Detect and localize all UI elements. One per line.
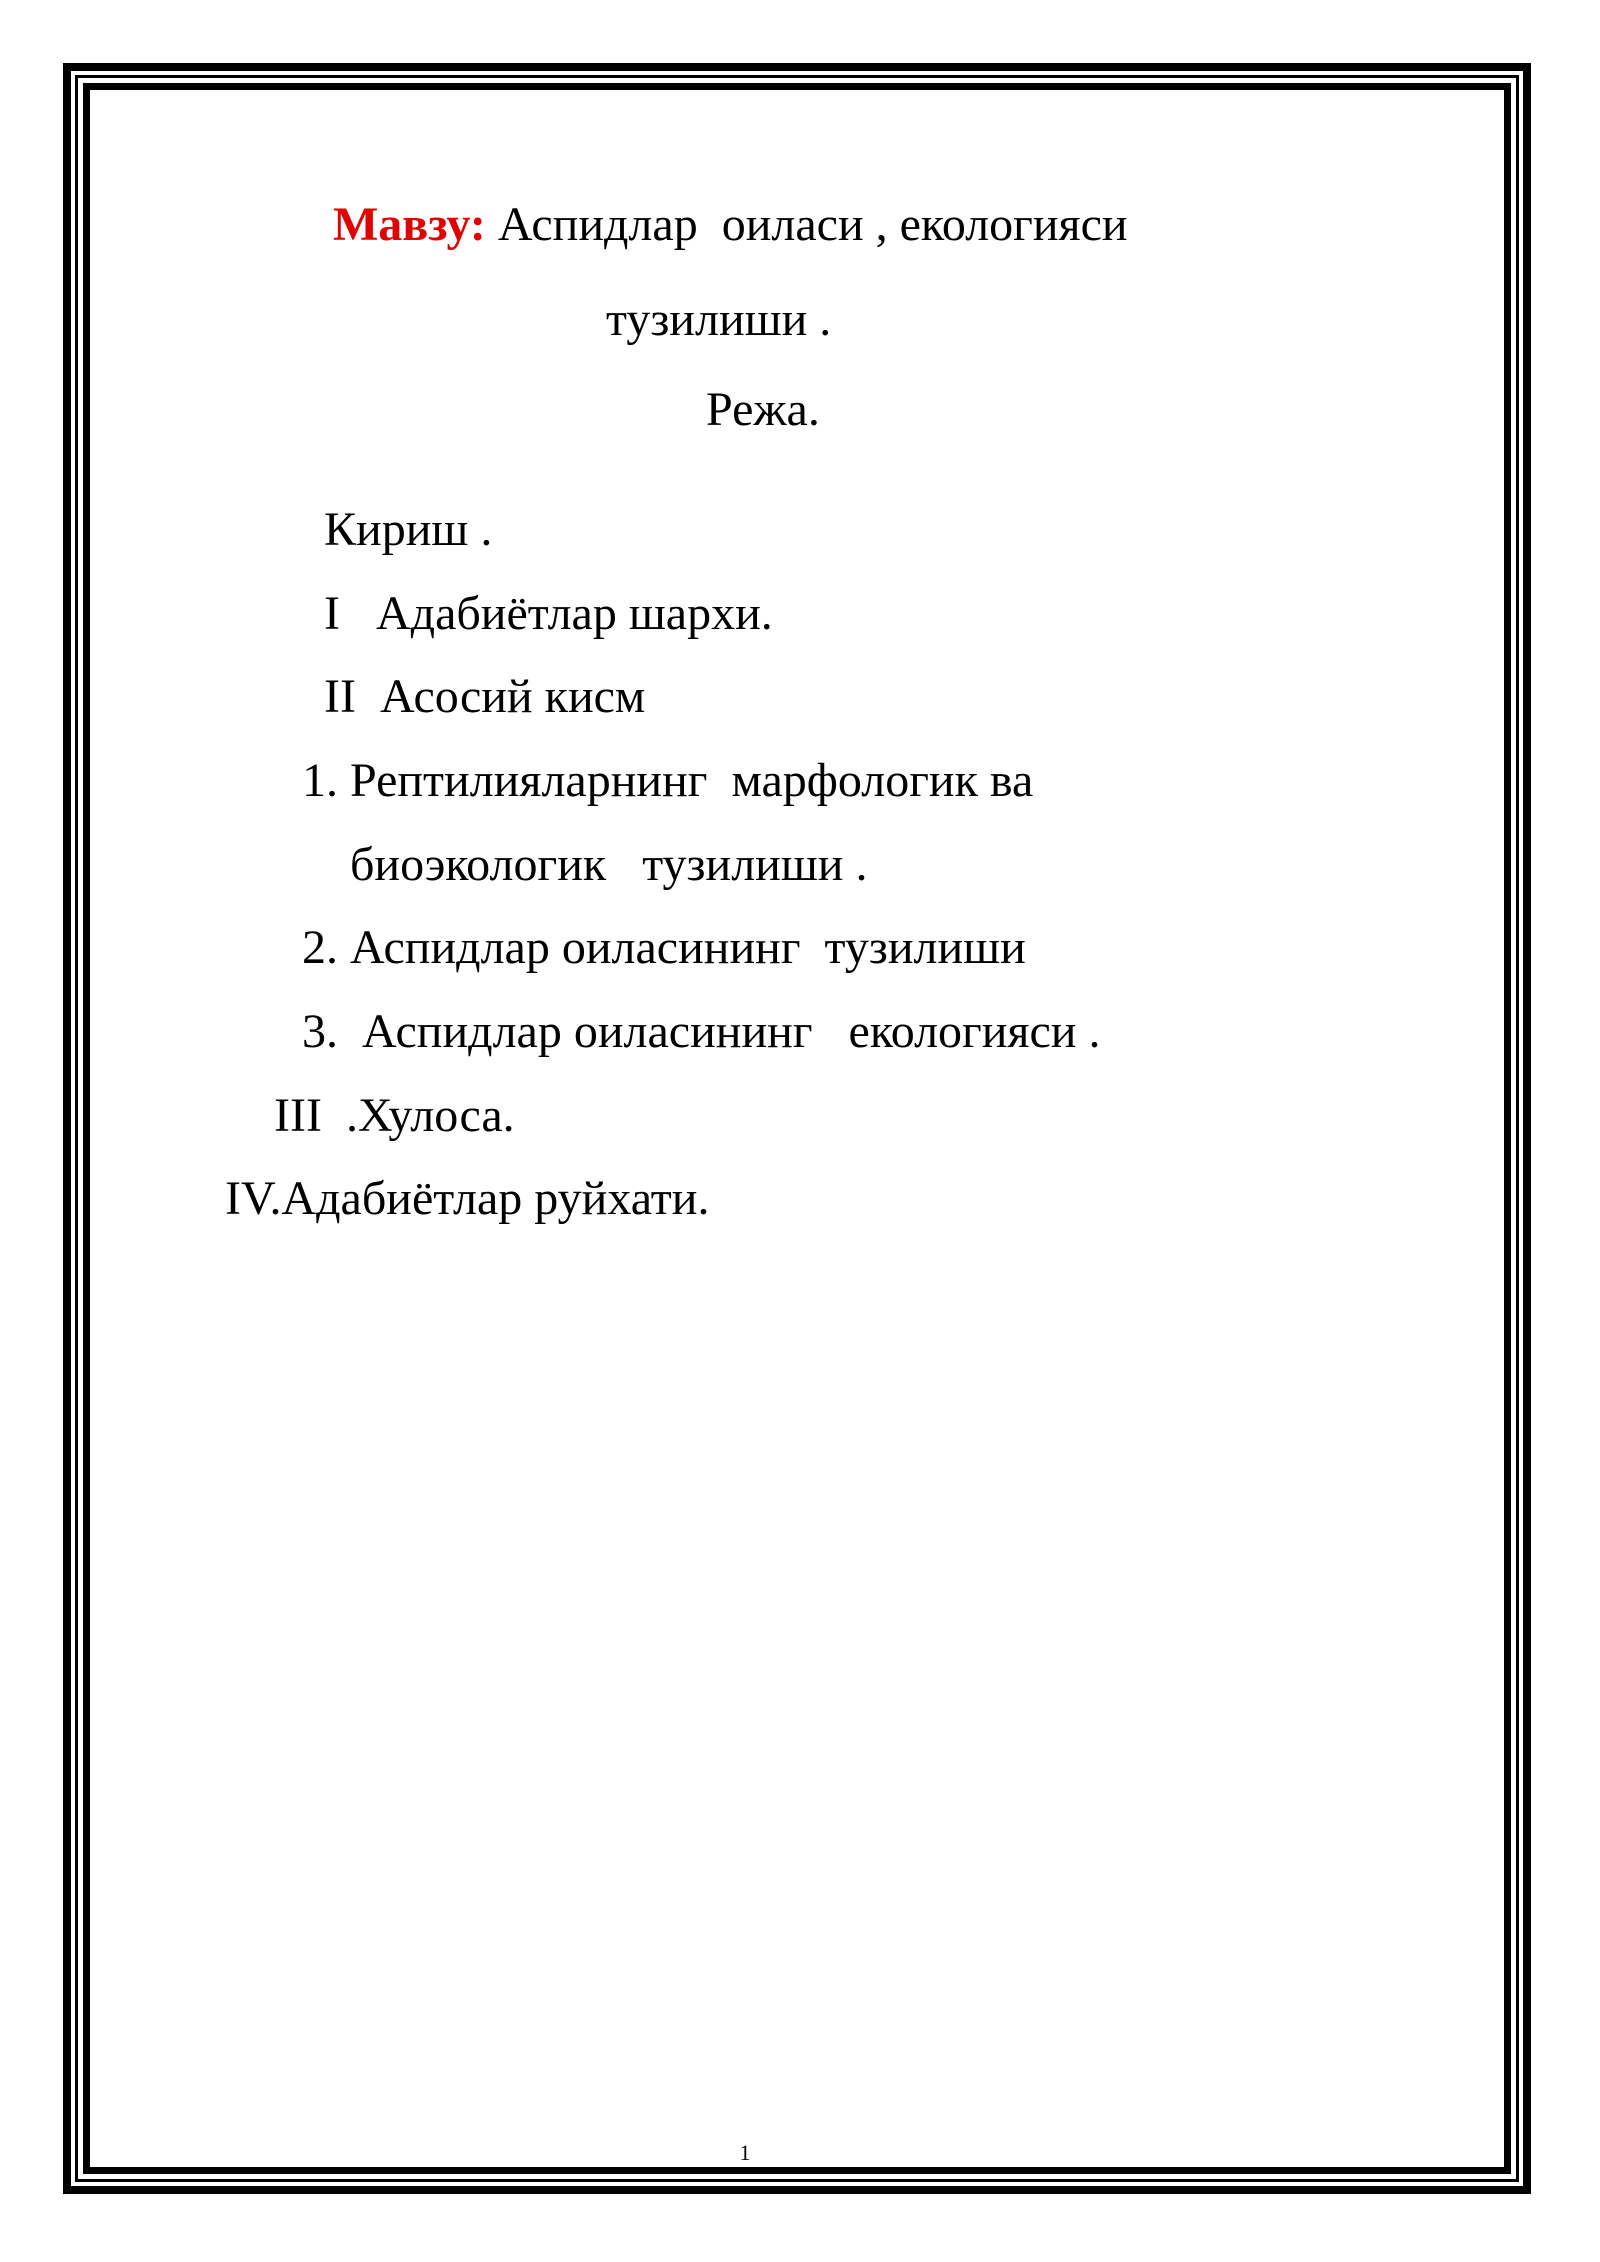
outline-item-main-part: II Асосий кисм [324, 670, 646, 723]
outline-item-1-line-2: биоэкологик тузилиши . [350, 838, 868, 891]
document-title-line-2: тузилиши . [606, 293, 832, 346]
title-label: Мавзу: [333, 198, 486, 251]
outline-item-literature-review: I Адабиётлар шархи. [324, 587, 773, 640]
page-number: 1 [739, 2140, 751, 2165]
document-title-line-1 [333, 198, 1128, 251]
title-text-line-1: Аспидлар оиласи , екологияси [485, 198, 1128, 251]
outline-item-conclusion: III .Хулоса. [274, 1089, 515, 1142]
outline-item-2: 2. Аспидлар оиласининг тузилиши [302, 921, 1026, 974]
outline-item-1-line-1: 1. Рептилияларнинг марфологик ва [302, 754, 1034, 807]
plan-heading: Режа. [706, 383, 820, 436]
outline-item-3: 3. Аспидлар оиласининг екологияси . [302, 1005, 1101, 1058]
outline-item-references: IV.Адабиётлар руйхати. [225, 1172, 710, 1225]
outline-item-introduction: Кириш . [324, 503, 493, 556]
